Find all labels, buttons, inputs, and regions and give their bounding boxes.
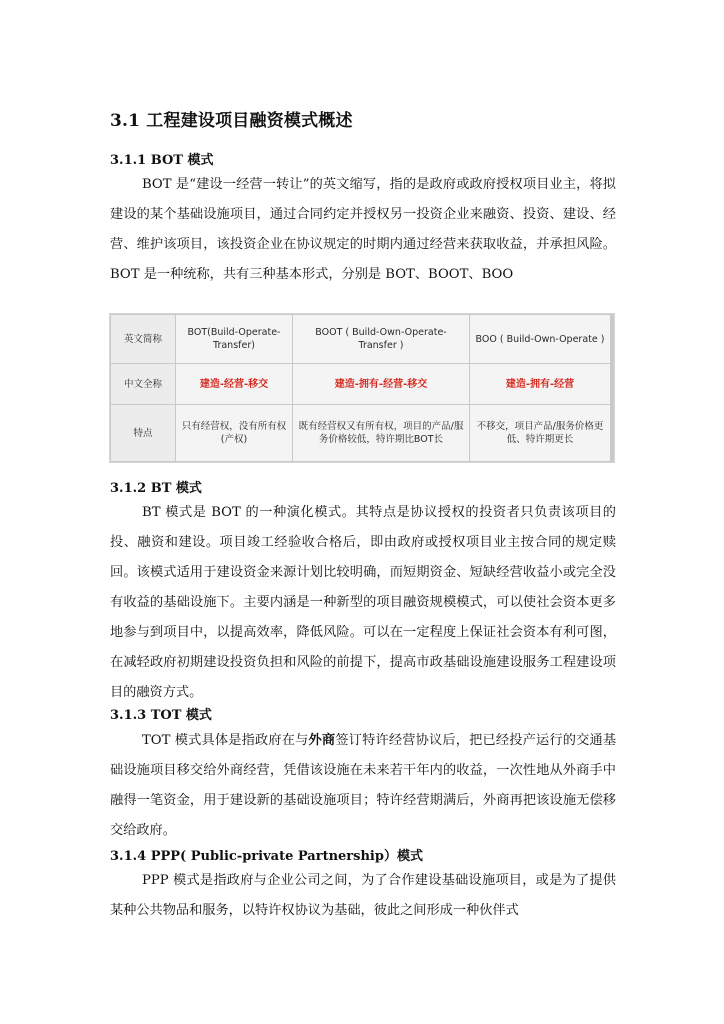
tot-text-1: TOT 模式具体是指政府在与 bbox=[142, 733, 309, 748]
row-label-feature: 特点 bbox=[111, 405, 176, 462]
bt-paragraph: BT 模式是 BOT 的一种演化模式。其特点是协议授权的投资者只负责该项目的投、融资和建设。项目竣工经验收合格后，即由政府或授权项目业主按合同的规定赎回。该模式适用于建设资金来源计划比较明确，而短期资金、短缺经营收益小或完全没有收益的基础设施下。主要内涵是一种新型的项目融资规模模式，可以使社会资本更多地参与到项目中，以提高效率，降低风险。可以在一定程度上保证社会资本有利可图，在减轻政府初期建设投资负担和风险的前提下，提高市政基础设施建设服务工程建设项目的融资方式。 bbox=[110, 505, 616, 700]
cell-boo-feature: 不移交，项目产品/服务价格更低、特许期更长 bbox=[470, 405, 613, 462]
tot-paragraph bbox=[110, 726, 616, 846]
cell-bot-english: BOT(Build-Operate-Transfer) bbox=[176, 315, 293, 364]
cell-boot-english: BOOT ( Build-Own-Operate-Transfer ) bbox=[293, 315, 470, 364]
section-title: 3.1 工程建设项目融资模式概述 bbox=[110, 111, 353, 131]
bot-forms-table bbox=[110, 314, 614, 462]
tot-text-bold: 外商 bbox=[308, 733, 336, 748]
ppp-paragraph: PPP 模式是指政府与企业公司之间，为了合作建设基础设施项目，或是为了提供某种公共物品和服务，以特许权协议为基础，彼此之间形成一种伙伴式 bbox=[110, 873, 616, 918]
bot-paragraph: BOT 是“建设一经营一转让”的英文缩写，指的是政府或政府授权项目业主，将拟建设的某个基础设施项目，通过合同约定并授权另一投资企业来融资、投资、建设、经营、维护该项目，该投资企业在协议规定的时期内通过经营来获取收益，并承担风险。BOT 是一种统称，共有三种基本形式，分别是 BOT、BOOT、BOO bbox=[110, 177, 616, 282]
table-row bbox=[111, 315, 613, 364]
row-label-chinese: 中文全称 bbox=[111, 364, 176, 405]
table-row bbox=[111, 364, 613, 405]
cell-boo-english: BOO ( Build-Own-Operate ) bbox=[470, 315, 613, 364]
cell-bot-feature: 只有经营权，没有所有权(产权) bbox=[176, 405, 293, 462]
tot-text-2: 签订特许经营协议后，把已经投产运行的交通基础设施项目移交给外商经营，凭借该设施在未来若干年内的收益，一次性地从外商手中融得一笔资金，用于建设新的基础设施项目；特许经营期满后，外商再把该设施无偿移交给政府。 bbox=[110, 733, 617, 838]
ppp-heading: 3.1.4 PPP( Public-private Partnership）模式 bbox=[110, 849, 423, 864]
table-row bbox=[111, 405, 613, 462]
bt-heading: 3.1.2 BT 模式 bbox=[110, 481, 202, 496]
bot-heading: 3.1.1 BOT 模式 bbox=[110, 153, 214, 168]
cell-boo-chinese: 建造-拥有-经营 bbox=[470, 364, 613, 405]
cell-bot-chinese: 建造-经营-移交 bbox=[176, 364, 293, 405]
tot-heading: 3.1.3 TOT 模式 bbox=[110, 708, 212, 723]
row-label-english: 英文简称 bbox=[111, 315, 176, 364]
cell-boot-feature: 既有经营权又有所有权，项目的产品/服务价格较低，特许期比BOT长 bbox=[293, 405, 470, 462]
cell-boot-chinese: 建造-拥有-经营-移交 bbox=[293, 364, 470, 405]
